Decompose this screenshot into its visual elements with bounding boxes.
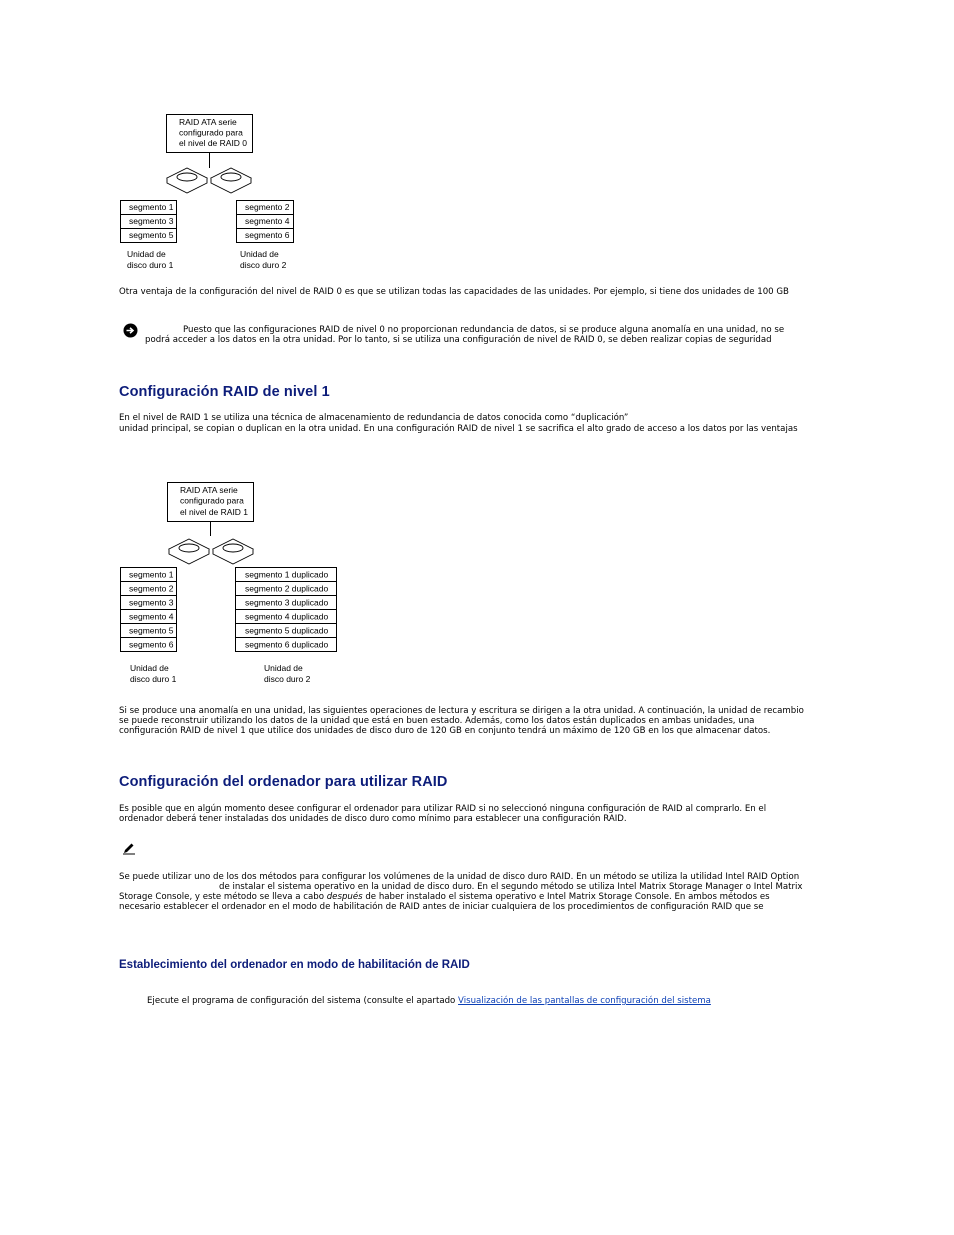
hard-drive-icon [167, 168, 207, 193]
raid1-paragraph-line3: configuración RAID de nivel 1 que utilice dos unidades de disco duro de 120 GB en conjunto tendrá un máximo de 120 GB en los que almacenar datos. [119, 726, 771, 736]
disk2-label: Unidad de [264, 663, 303, 673]
methods-line3 [119, 892, 770, 903]
raid0-paragraph: Otra ventaja de la configuración del nivel de RAID 0 es que se utilizan todas las capacidades de las unidades. Por ejemplo, si tiene dos unidades de 100 GB [119, 287, 789, 297]
methods-line1: Se puede utilizar uno de los dos métodos para configurar los volúmenes de la unidad de disco duro RAID. En un método se utiliza la utilidad Intel RAID Option [119, 872, 800, 882]
hard-drive-icon [169, 539, 209, 564]
raid1-title-line1: RAID ATA serie [180, 485, 238, 495]
segment-label: segmento 1 [129, 569, 174, 580]
segment-label: segmento 6 [129, 639, 174, 650]
notice-line2: podrá acceder a los datos en la otra unidad. Por lo tanto, si se utiliza una configuración de nivel de RAID 0, se deben realizar copias de seguridad [145, 335, 772, 345]
disk2-label: disco duro 2 [240, 260, 287, 270]
segment-label: segmento 1 [129, 202, 174, 212]
raid0-diagram [115, 110, 305, 275]
segment-label: segmento 4 duplicado [245, 611, 329, 622]
raid1-paragraph-line1: Si se produce una anomalía en una unidad, las siguientes operaciones de lectura y escritura se dirigen a la otra unidad. A continuación, la unidad de recambio [119, 706, 804, 716]
hard-drive-icon [211, 168, 251, 193]
disk1-label: Unidad de [130, 663, 169, 673]
disk1-label: disco duro 1 [127, 260, 174, 270]
raid1-intro-line2: unidad principal, se copian o duplican en la otra unidad. En una configuración RAID de nivel 1 se sacrifica el alto grado de acceso a los datos por las ventajas [119, 424, 798, 434]
segment-label: segmento 5 [129, 625, 174, 636]
section-heading-raid-mode: Establecimiento del ordenador en modo de habilitación de RAID [119, 959, 470, 971]
configure-intro-line2: ordenador deberá tener instaladas dos unidades de disco duro como mínimo para establecer una configuración RAID. [119, 814, 627, 824]
raid0-title-line2: configurado para [179, 127, 243, 138]
methods-line3-a: Storage Console, y este método se lleva a cabo [119, 892, 327, 902]
raid1-diagram [115, 478, 345, 690]
raid0-title-line3: el nivel de RAID 0 [179, 138, 248, 148]
raid0-title-line1: RAID ATA serie [179, 117, 237, 127]
segment-label: segmento 2 [245, 202, 290, 212]
note-pencil-icon [122, 840, 136, 854]
segment-label: segmento 4 [129, 611, 174, 622]
methods-line4: necesario establecer el ordenador en el modo de habilitación de RAID antes de iniciar cualquiera de los procedimientos de configuración RAID que se [119, 902, 764, 912]
disk1-label: disco duro 1 [130, 674, 177, 684]
segment-label: segmento 1 duplicado [245, 569, 329, 580]
methods-line2: de instalar el sistema operativo en la unidad de disco duro. En el segundo método se utiliza Intel Matrix Storage Manager o Intel Matrix [219, 882, 803, 892]
segment-label: segmento 3 [129, 597, 174, 608]
methods-line3-b: de haber instalado el sistema operativo e Intel Matrix Storage Console. En ambos métodos es [362, 892, 770, 902]
segment-label: segmento 3 [129, 216, 174, 226]
raid1-title-line2: configurado para [180, 495, 244, 506]
segment-label: segmento 5 duplicado [245, 625, 329, 636]
section-heading-configure-raid: Configuración del ordenador para utilizar RAID [119, 774, 448, 790]
hard-drive-icon [213, 539, 253, 564]
section-heading-raid1: Configuración RAID de nivel 1 [119, 384, 330, 400]
segment-label: segmento 2 duplicado [245, 583, 329, 594]
configure-intro-line1: Es posible que en algún momento desee configurar el ordenador para utilizar RAID si no seleccionó ninguna configuración de RAID al comprarlo. En el [119, 804, 767, 814]
disk1-label: Unidad de [127, 249, 166, 259]
segment-label: segmento 2 [129, 583, 174, 594]
segment-label: segmento 5 [129, 230, 174, 240]
raid1-paragraph-line2: se puede reconstruir utilizando los datos de la unidad que está en buen estado. Además, como los datos están duplicados en ambas unidades, una [119, 716, 755, 726]
segment-label: segmento 4 [245, 216, 290, 226]
disk2-label: disco duro 2 [264, 674, 311, 684]
raid1-title-line3: el nivel de RAID 1 [180, 507, 249, 517]
notice-icon [123, 323, 138, 338]
step-1 [147, 996, 711, 1007]
system-setup-link[interactable]: Visualización de las pantallas de configuración del sistema [458, 996, 711, 1006]
methods-line3-emphasis: después [326, 892, 363, 902]
step-1-text: Ejecute el programa de configuración del sistema (consulte el apartado [147, 996, 459, 1006]
disk2-label: Unidad de [240, 249, 279, 259]
segment-label: segmento 3 duplicado [245, 597, 329, 608]
notice-line1: Puesto que las configuraciones RAID de nivel 0 no proporcionan redundancia de datos, si se produce alguna anomalía en una unidad, no se [183, 325, 785, 335]
segment-label: segmento 6 [245, 230, 290, 240]
segment-label: segmento 6 duplicado [245, 639, 329, 650]
raid1-intro-line1: En el nivel de RAID 1 se utiliza una técnica de almacenamiento de redundancia de datos conocida como “duplicación” [119, 413, 629, 423]
